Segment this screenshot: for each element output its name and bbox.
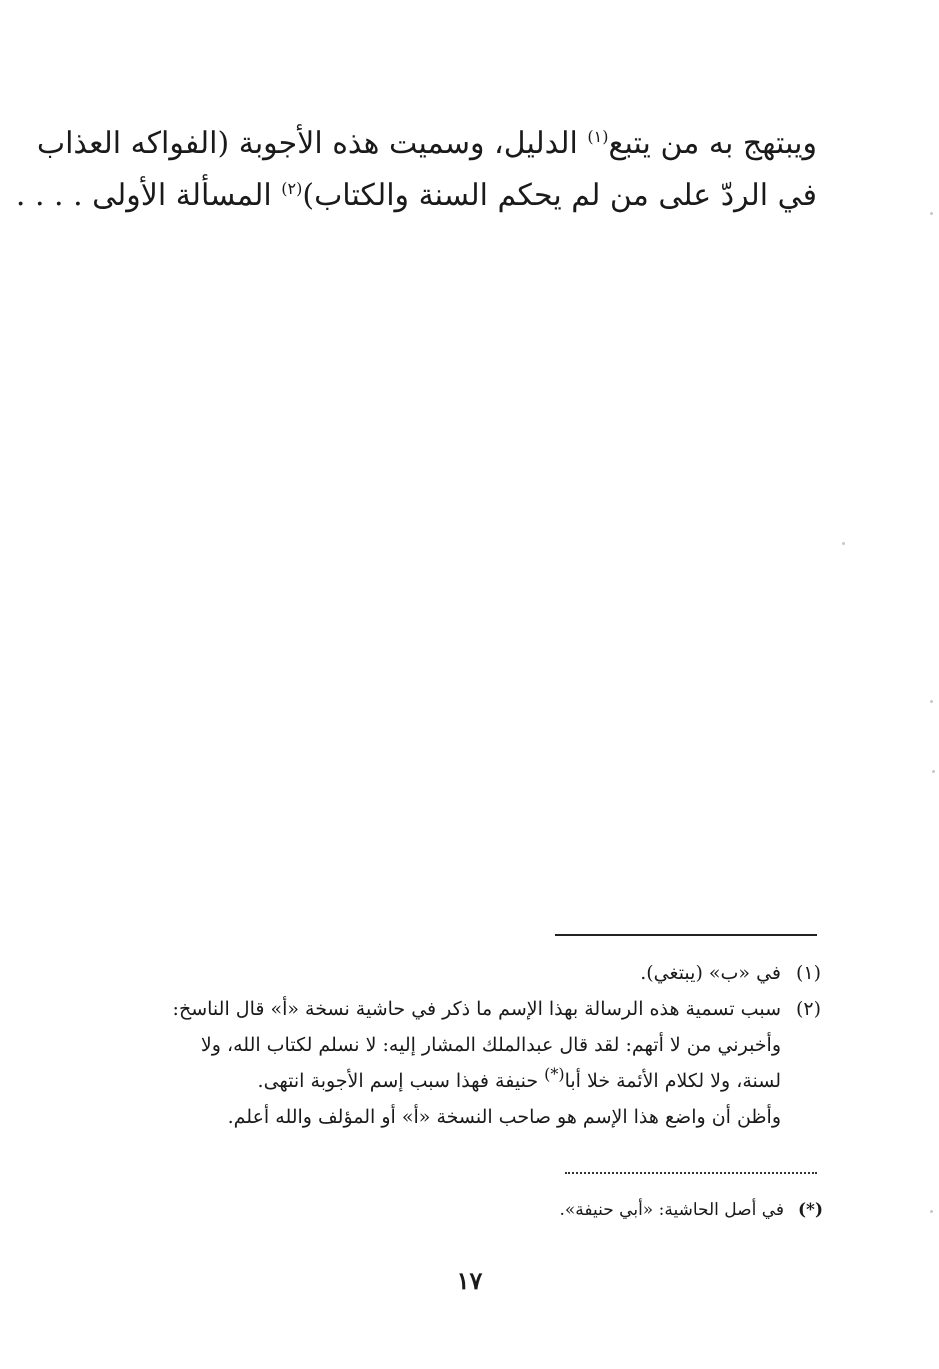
main-line-1-end: الدليل، وسميت هذه الأجوبة (الفواكه العذاب	[36, 126, 588, 161]
main-line-1	[36, 118, 817, 170]
sub-footnote-text: في أصل الحاشية: «أبي حنيفة».	[559, 1200, 785, 1220]
footnote-1	[121, 955, 821, 991]
footnote-separator	[555, 934, 817, 936]
footnote-1-number: (١)	[795, 962, 821, 984]
scan-speck	[842, 542, 845, 545]
footnote-2-number: (٢)	[795, 998, 821, 1020]
scan-speck	[930, 700, 933, 703]
main-body-text	[15, 118, 817, 222]
footnote-ref-1: (١)	[587, 127, 609, 146]
footnote-2-line-1-text: سبب تسمية هذه الرسالة بهذا الإسم ما ذكر في حاشية نسخة «أ» قال الناسخ:	[172, 998, 781, 1020]
scan-speck	[930, 1210, 933, 1213]
scan-speck	[930, 212, 933, 215]
page-number: ١٧	[456, 1266, 483, 1295]
footnote-2	[121, 991, 821, 1135]
footnote-2-line-3	[121, 1063, 821, 1099]
sub-footnote	[559, 1196, 823, 1224]
main-line-2-end: المسألة الأولى . . . .	[15, 178, 282, 213]
footnote-2-line-4: وأظن أن واضع هذا الإسم هو صاحب النسخة «أ» أو المؤلف والله أعلم.	[227, 1106, 781, 1128]
scan-speck	[932, 770, 935, 773]
footnote-2-line-3-start: لسنة، ولا لكلام الأئمة خلا أبا	[564, 1070, 781, 1092]
footnote-2-line-1	[121, 991, 821, 1027]
footnote-1-text: في «ب» (يبتغي).	[640, 962, 781, 984]
footnote-2-line-3-end: حنيفة فهذا سبب إسم الأجوبة انتهى.	[257, 1070, 545, 1092]
footnote-ref-star: (*)	[544, 1064, 565, 1084]
main-line-2	[15, 170, 817, 222]
sub-footnote-mark: (*)	[798, 1200, 823, 1220]
main-line-2-start: في الردّ على من لم يحكم السنة والكتاب)	[302, 178, 817, 213]
main-line-1-start: ويبتهج به من يتبع	[608, 126, 817, 161]
footnote-2-line-2: وأخبرني من لا أتهم: لقد قال عبدالملك المشار إليه: لا نسلم لكتاب الله، ولا	[200, 1034, 781, 1056]
sub-footnote-separator	[565, 1172, 817, 1174]
footnote-ref-2: (٢)	[281, 179, 303, 198]
footnotes	[121, 955, 821, 1135]
